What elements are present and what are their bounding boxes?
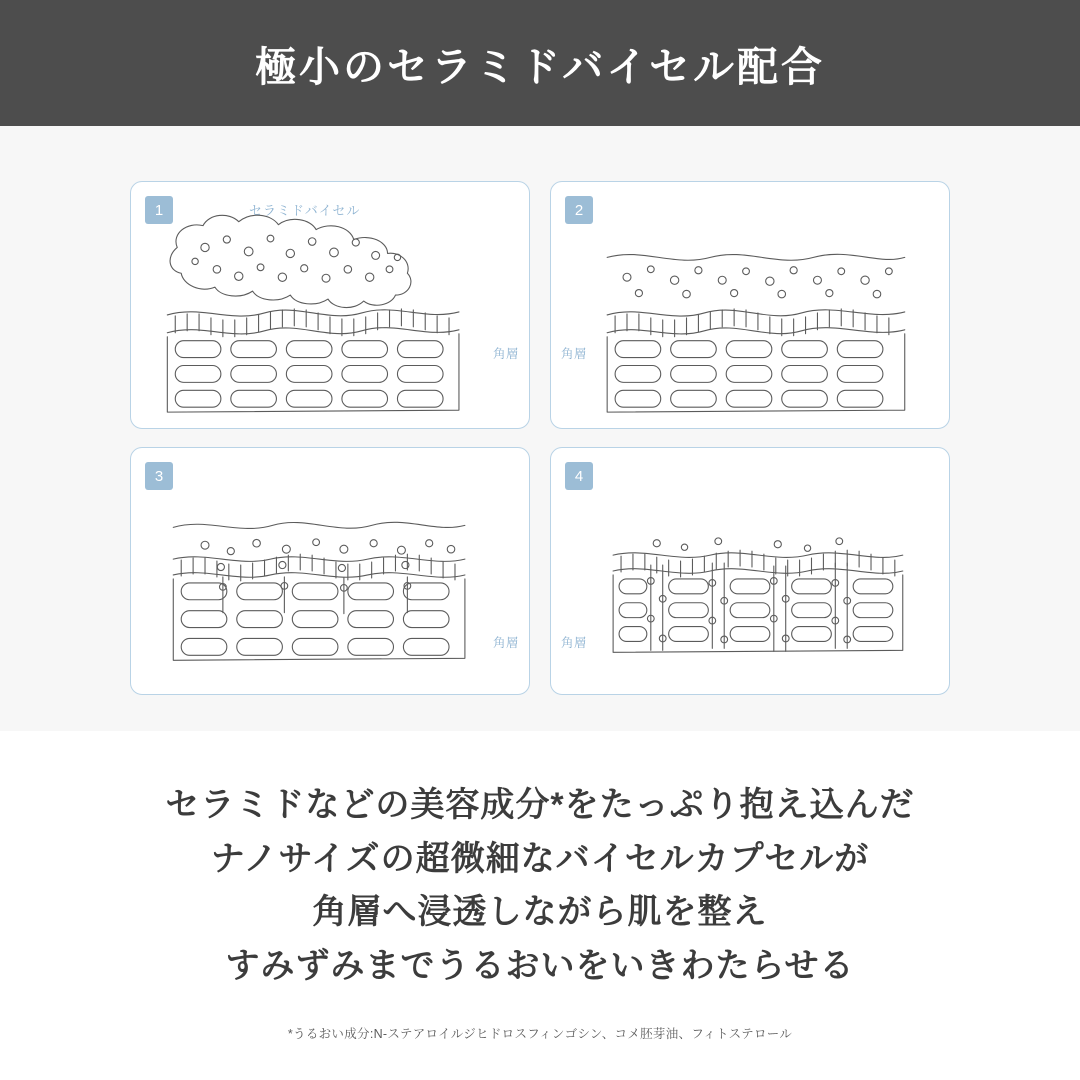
- copy-line-4: すみずみまでうるおいをいきわたらせる: [225, 947, 855, 986]
- copy-line-1: セラミドなどの美容成分*をたっぷり抱え込んだ: [165, 786, 915, 824]
- panel-number-badge: 1: [145, 196, 173, 224]
- panel-number-badge: 2: [565, 196, 593, 224]
- diagram-section: [0, 126, 1080, 731]
- panel-caption-ceramide-bicelle: セラミドバイセル: [249, 203, 361, 218]
- diagram-panel-2: [550, 181, 950, 429]
- diagram-grid: [130, 181, 950, 695]
- panel-illustration-1: [131, 182, 529, 428]
- diagram-panel-3: [130, 447, 530, 695]
- panel-illustration-3: [131, 448, 529, 694]
- panel-side-label-stratum-corneum: 角層: [492, 347, 519, 361]
- panel-illustration-4: [551, 448, 949, 694]
- panel-side-label-stratum-corneum: 角層: [561, 347, 588, 361]
- panel-number-badge: 4: [565, 462, 593, 490]
- diagram-panel-1: [130, 181, 530, 429]
- footnote: *うるおい成分:N-ステアロイルジヒドロスフィンゴシン、コメ胚芽油、フィトステロール: [287, 1026, 793, 1041]
- copy-line-2: ナノサイズの超微細なバイセルカプセルが: [210, 839, 870, 878]
- panel-illustration-2: [551, 182, 949, 428]
- body-copy: [0, 731, 1080, 1042]
- page-header: [0, 0, 1080, 126]
- diagram-panel-4: [550, 447, 950, 695]
- copy-line-3: 角層へ浸透しながら肌を整え: [312, 893, 768, 932]
- panel-side-label-stratum-corneum: 角層: [561, 636, 588, 650]
- panel-side-label-stratum-corneum: 角層: [492, 636, 519, 650]
- panel-number-badge: 3: [145, 462, 173, 490]
- page-title: 極小のセラミドバイセル配合: [255, 43, 825, 90]
